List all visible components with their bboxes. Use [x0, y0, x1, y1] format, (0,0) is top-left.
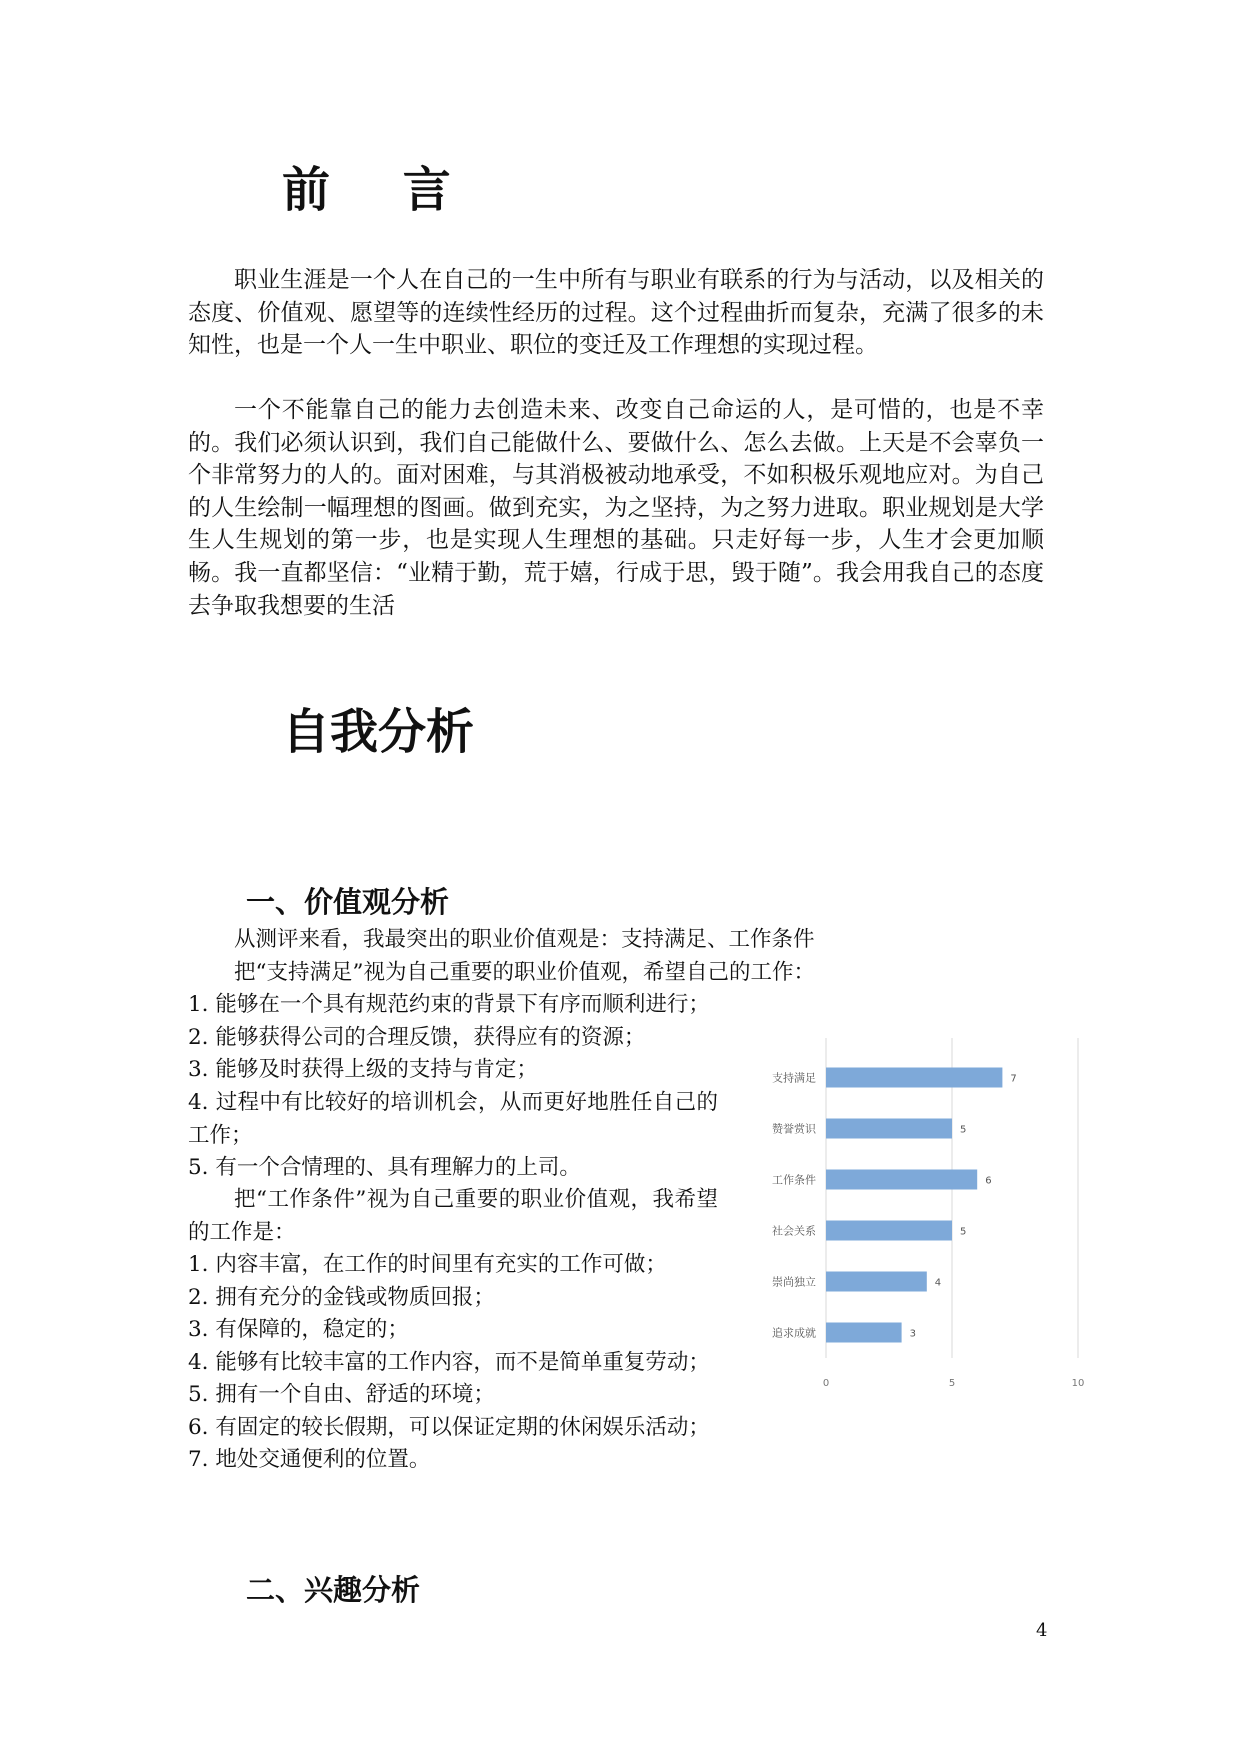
chart-value-label: 5 [960, 1226, 967, 1238]
chart-value-label: 5 [960, 1124, 967, 1136]
conditions-item: 6. 有固定的较长假期，可以保证定期的休闲娱乐活动； [188, 1415, 710, 1440]
chart-category-label: 赞誉赏识 [772, 1122, 816, 1136]
chart-category-label: 崇尚独立 [772, 1275, 816, 1289]
chart-category-label: 工作条件 [772, 1173, 816, 1187]
chart-x-tick-label: 5 [948, 1378, 956, 1389]
support-item: 3. 能够及时获得上级的支持与肯定； [188, 1057, 538, 1082]
support-item: 5. 有一个合情理的、具有理解力的上司。 [188, 1155, 581, 1180]
values-bar-chart [740, 1032, 1100, 1389]
page-number: 4 [1036, 1620, 1048, 1641]
conditions-item: 5. 拥有一个自由、舒适的环境； [188, 1382, 495, 1407]
chart-category-label: 支持满足 [772, 1071, 816, 1085]
values-intro: 从测评来看，我最突出的职业价值观是：支持满足、工作条件 [234, 927, 815, 952]
support-intro: 把“支持满足”视为自己重要的职业价值观，希望自己的工作： [234, 960, 815, 985]
conditions-intro: 把“工作条件”视为自己重要的职业价值观，我希望的工作是： [188, 1187, 718, 1245]
values-heading: 一、价值观分析 [246, 885, 450, 919]
chart-value-label: 6 [985, 1175, 992, 1187]
chart-bar [826, 1119, 952, 1139]
chart-bar [826, 1323, 902, 1343]
preface-title: 前 言 [282, 162, 479, 218]
chart-x-tick-label: 0 [822, 1378, 830, 1389]
conditions-item: 1. 内容丰富，在工作的时间里有充实的工作可做； [188, 1252, 667, 1277]
chart-bar [826, 1170, 977, 1190]
preface-paragraph-1: 职业生涯是一个人在自己的一生中所有与职业有联系的行为与活动，以及相关的态度、价值观、愿望等的连续性经历的过程。这个过程曲折而复杂，充满了很多的未知性，也是一个人一生中职业、职位的变迁及工作理想的实现过程。 [188, 267, 1044, 359]
chart-bar [826, 1221, 952, 1241]
interests-heading: 二、兴趣分析 [246, 1573, 421, 1607]
chart-value-label: 4 [934, 1277, 942, 1289]
chart-x-tick-label: 10 [1071, 1378, 1085, 1389]
conditions-item: 2. 拥有充分的金钱或物质回报； [188, 1285, 495, 1310]
conditions-item: 3. 有保障的，稳定的； [188, 1317, 409, 1342]
support-item: 2. 能够获得公司的合理反馈，获得应有的资源； [188, 1025, 646, 1050]
chart-bar [826, 1272, 927, 1292]
conditions-item: 4. 能够有比较丰富的工作内容，而不是简单重复劳动； [188, 1350, 710, 1375]
conditions-item: 7. 地处交通便利的位置。 [188, 1447, 431, 1472]
self-analysis-title: 自我分析 [282, 704, 475, 760]
chart-value-label: 7 [1010, 1073, 1017, 1085]
chart-value-label: 3 [909, 1328, 916, 1340]
chart-category-label: 追求成就 [772, 1326, 816, 1340]
support-item: 4. 过程中有比较好的培训机会，从而更好地胜任自己的工作； [188, 1090, 718, 1148]
preface-paragraph-2: 一个不能靠自己的能力去创造未来、改变自己命运的人，是可惜的，也是不幸的。我们必须认识到，我们自己能做什么、要做什么、怎么去做。上天是不会辜负一个非常努力的人的。面对困难，与其消极被动地承受，不如积极乐观地应对。为自己的人生绘制一幅理想的图画。做到充实，为之坚持，为之努力进取。职业规划是大学生人生规划的第一步，也是实现人生理想的基础。只走好每一步，人生才会更加顺畅。我一直都坚信：“业精于勤，荒于嬉，行成于思，毁于随”。我会用我自己的态度去争取我想要的生活 [188, 397, 1044, 619]
support-item: 1. 能够在一个具有规范约束的背景下有序而顺利进行； [188, 992, 710, 1017]
chart-bar [826, 1068, 1002, 1088]
chart-category-label: 社会关系 [772, 1224, 816, 1238]
